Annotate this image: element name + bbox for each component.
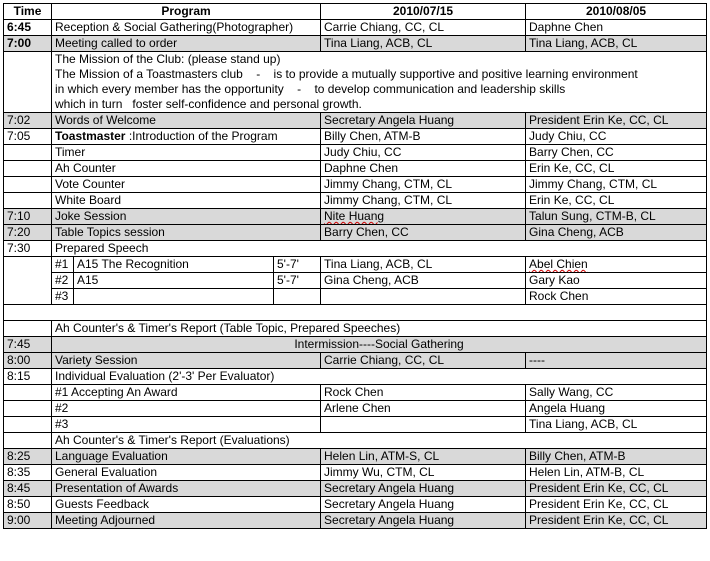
participant-cell: President Erin Ke, CC, CL (526, 113, 707, 129)
speech-number: #3 (52, 289, 74, 305)
program-cell: Words of Welcome (52, 113, 321, 129)
speech-duration: 5'-7' (274, 257, 321, 273)
program-cell: Ah Counter's & Timer's Report (Evaluations) (52, 433, 707, 449)
row-evaluator-3 (4, 417, 707, 433)
program-cell: Table Topics session (52, 225, 321, 241)
time-cell: 7:45 (4, 337, 52, 353)
participant-cell: ---- (526, 353, 707, 369)
participant-cell: Tina Liang, ACB, CL (321, 257, 526, 273)
speech-number: #1 (52, 257, 74, 273)
header-date-2: 2010/08/05 (526, 4, 707, 20)
time-cell (4, 321, 52, 337)
program-cell: General Evaluation (52, 465, 321, 481)
header-date-1: 2010/07/15 (321, 4, 526, 20)
mission-text: to develop communication and leadership skills (314, 82, 566, 96)
row-report-1 (4, 321, 707, 337)
program-cell: Ah Counter (52, 161, 321, 177)
participant-cell: Barry Chen, CC (321, 225, 526, 241)
program-cell: Reception & Social Gathering(Photographer) (52, 20, 321, 36)
participant-cell: Daphne Chen (526, 20, 707, 36)
header-row (4, 4, 707, 20)
time-cell: 6:45 (4, 20, 52, 36)
participant-cell: Billy Chen, ATM-B (526, 449, 707, 465)
participant-cell: Erin Ke, CC, CL (526, 193, 707, 209)
mission-text: which in turn (55, 97, 123, 111)
participant-cell: Helen Lin, ATM-S, CL (321, 449, 526, 465)
participant-cell: Billy Chen, ATM-B (321, 129, 526, 145)
participant-cell (526, 257, 707, 273)
spacer-cell (4, 305, 707, 321)
program-cell: Variety Session (52, 353, 321, 369)
participant-cell (526, 481, 707, 497)
participant-cell: Erin Ke, CC, CL (526, 161, 707, 177)
participant-cell: Secretary Angela Huang (321, 481, 526, 497)
time-cell (4, 257, 52, 305)
row-intermission (4, 337, 707, 353)
time-cell: 7:02 (4, 113, 52, 129)
participant-cell: President Erin Ke, CC, CL (526, 497, 707, 513)
row-vote-counter (4, 177, 707, 193)
participant-cell: President Erin Ke, CC, CL (526, 513, 707, 529)
time-cell: 8:00 (4, 353, 52, 369)
row-toastmaster (4, 129, 707, 145)
time-cell (4, 193, 52, 209)
row-report-2 (4, 433, 707, 449)
program-cell: #3 (52, 417, 321, 433)
participant-cell: Tina Liang, ACB, CL (526, 36, 707, 52)
time-cell (4, 433, 52, 449)
time-cell (4, 417, 52, 433)
participant-name: Nite Huang (324, 209, 385, 223)
participant-cell (321, 209, 526, 225)
participant-cell: Talun Sung, CTM-B, CL (526, 209, 707, 225)
program-cell: Prepared Speech (52, 241, 707, 257)
time-cell: 8:50 (4, 497, 52, 513)
participant-cell: Tina Liang, ACB, CL (526, 417, 707, 433)
participant-cell: Barry Chen, CC (526, 145, 707, 161)
participant-cell: Gina Cheng, ACB (526, 225, 707, 241)
row-meeting-called (4, 36, 707, 52)
program-cell: Timer (52, 145, 321, 161)
row-table-topics (4, 225, 707, 241)
row-joke-session (4, 209, 707, 225)
mission-text: foster self-confidence and personal growth. (132, 97, 362, 111)
row-guests-feedback (4, 497, 707, 513)
time-cell: 7:05 (4, 129, 52, 145)
participant-cell: Jimmy Chang, CTM, CL (526, 177, 707, 193)
participant-cell: Judy Chiu, CC (321, 145, 526, 161)
row-individual-evaluation (4, 369, 707, 385)
participant-cell: Tina Liang, ACB, CL (321, 36, 526, 52)
time-cell (4, 52, 52, 113)
row-speech-2 (4, 273, 707, 289)
time-cell (4, 161, 52, 177)
program-cell: Intermission----Social Gathering (52, 337, 707, 353)
header-program: Program (52, 4, 321, 20)
participant-cell: Daphne Chen (321, 161, 526, 177)
program-cell: Meeting Adjourned (52, 513, 321, 529)
row-evaluator-1 (4, 385, 707, 401)
participant-cell: Jimmy Chang, CTM, CL (321, 177, 526, 193)
row-evaluator-2 (4, 401, 707, 417)
program-cell: Meeting called to order (52, 36, 321, 52)
mission-line-2: The Mission of a Toastmasters club - is to provide a mutually supportive and positive learning environment (55, 67, 638, 81)
program-cell (52, 129, 321, 145)
program-bold: Toastmaster (55, 129, 126, 143)
time-cell (4, 177, 52, 193)
participant-cell: Judy Chiu, CC (526, 129, 707, 145)
participant-cell: Gary Kao (526, 273, 707, 289)
mission-line-3: in which every member has the opportunity - to develop communication and leadership skills (55, 82, 566, 96)
participant-cell: Carrie Chiang, CC, CL (321, 353, 526, 369)
time-cell (4, 385, 52, 401)
program-cell: #1 Accepting An Award (52, 385, 321, 401)
speech-duration: 5'-7' (274, 273, 321, 289)
row-white-board (4, 193, 707, 209)
mission-text: in which every member has the opportunity (55, 82, 284, 96)
time-cell (4, 401, 52, 417)
participant-name: Abel Chien (529, 257, 588, 271)
participant-cell: Arlene Chen (321, 401, 526, 417)
row-general-evaluation (4, 465, 707, 481)
time-cell: 8:25 (4, 449, 52, 465)
row-ah-counter (4, 161, 707, 177)
agenda-table (3, 3, 707, 529)
participant-cell: Secretary Angela Huang (321, 497, 526, 513)
speech-title: A15 (74, 273, 274, 289)
time-cell: 8:15 (4, 369, 52, 385)
program-cell: Guests Feedback (52, 497, 321, 513)
participant-cell: Secretary Angela Huang (321, 513, 526, 529)
participant-cell: Helen Lin, ATM-B, CL (526, 465, 707, 481)
row-mission (4, 52, 707, 113)
program-cell: Presentation of Awards (52, 481, 321, 497)
time-cell: 9:00 (4, 513, 52, 529)
program-cell: Joke Session (52, 209, 321, 225)
participant-cell: Carrie Chiang, CC, CL (321, 20, 526, 36)
time-cell: 8:35 (4, 465, 52, 481)
row-timer (4, 145, 707, 161)
speech-title (74, 289, 274, 305)
participant-cell: Sally Wang, CC (526, 385, 707, 401)
program-cell: Language Evaluation (52, 449, 321, 465)
row-language-evaluation (4, 449, 707, 465)
program-cell: Vote Counter (52, 177, 321, 193)
time-cell: 7:00 (4, 36, 52, 52)
participant-cell: Jimmy Wu, CTM, CL (321, 465, 526, 481)
row-presentation-awards (4, 481, 707, 497)
participant-cell: Gina Cheng, ACB (321, 273, 526, 289)
time-cell (4, 145, 52, 161)
time-cell: 7:20 (4, 225, 52, 241)
participant-cell: Secretary Angela Huang (321, 113, 526, 129)
participant-cell: Rock Chen (321, 385, 526, 401)
speech-number: #2 (52, 273, 74, 289)
program-cell: White Board (52, 193, 321, 209)
program-rest: :Introduction of the Program (125, 129, 278, 143)
time-cell: 8:45 (4, 481, 52, 497)
time-cell: 7:30 (4, 241, 52, 257)
speech-title: A15 The Recognition (74, 257, 274, 273)
mission-line-1: The Mission of the Club: (please stand up) (55, 52, 281, 66)
participant-cell (321, 417, 526, 433)
row-prepared-speech (4, 241, 707, 257)
mission-line-4 (55, 97, 703, 112)
program-cell: Ah Counter's & Timer's Report (Table Topic, Prepared Speeches) (52, 321, 707, 337)
program-cell: Individual Evaluation (2'-3' Per Evaluator) (52, 369, 707, 385)
mission-text: is to provide a mutually supportive and positive learning environment (273, 67, 638, 81)
row-reception (4, 20, 707, 36)
participant-cell (321, 289, 526, 305)
speech-duration (274, 289, 321, 305)
mission-statement (52, 52, 707, 113)
time-cell: 7:10 (4, 209, 52, 225)
program-cell: #2 (52, 401, 321, 417)
header-time: Time (4, 4, 52, 20)
row-welcome (4, 113, 707, 129)
participant-cell: Jimmy Chang, CTM, CL (321, 193, 526, 209)
participant-cell: Angela Huang (526, 401, 707, 417)
participant-name: President Erin Ke, CC, CL (529, 481, 669, 495)
row-speech-1 (4, 257, 707, 273)
row-spacer (4, 305, 707, 321)
mission-text: The Mission of a Toastmasters club (55, 67, 243, 81)
participant-cell: Rock Chen (526, 289, 707, 305)
row-variety (4, 353, 707, 369)
row-meeting-adjourned (4, 513, 707, 529)
row-speech-3 (4, 289, 707, 305)
